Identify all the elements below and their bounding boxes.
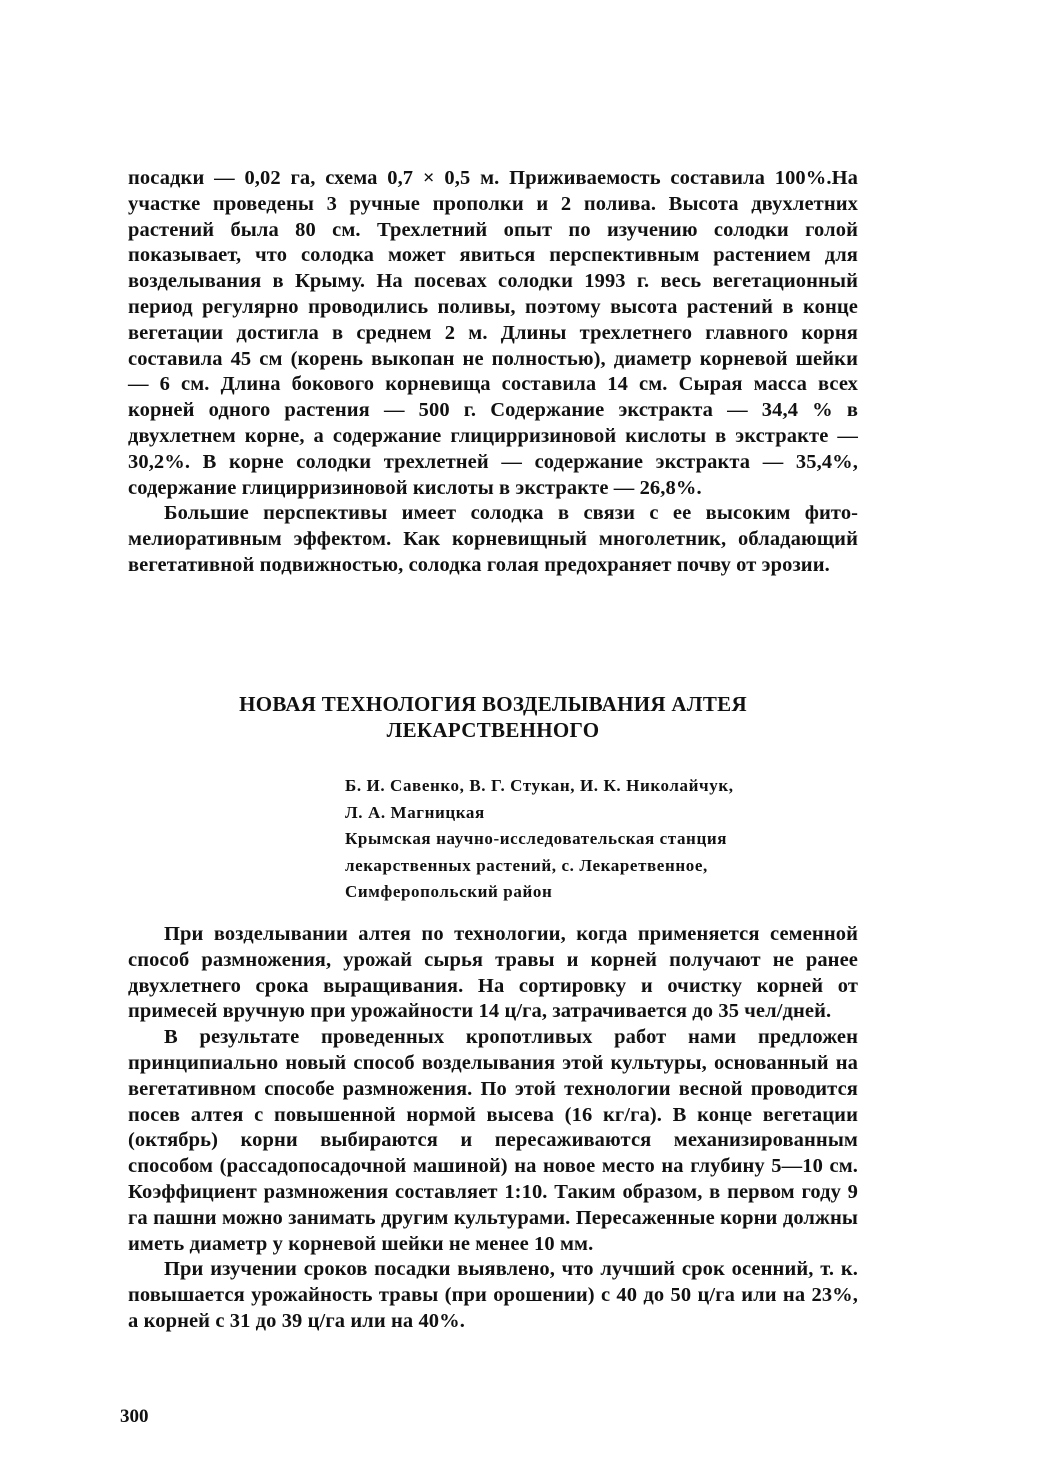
article-body <box>128 922 858 1335</box>
paragraph: При возделывании алтея по технологии, когда применяется семенной способ размножения, урожай сырья травы и корней получают не ранее двухлетнего срока выращивания. На сортировку и очистку корней от примесей вручную при урожайности 14 ц/га, затрачивается до 35 чел/дней. <box>128 923 858 1023</box>
paragraph: посадки — 0,02 га, схема 0,7 × 0,5 м. Приживаемость составила 100%.На участке проведены 3 ручные прополки и 2 полива. Высота двухлетних растений была 80 см. Трехлетний опыт по изучению солодки голой показывает, что солодка может явиться перспективным растением для возделывания в Крыму. На посевах солодки 1993 г. весь вегетационный период регулярно проводились поливы, поэтому высота растений в конце вегетации достигла в среднем 2 м. Длины трехлетнего главного корня составила 45 см (корень выкопан не полностью), диаметр корневой шейки — 6 см. Длина бокового корневища составила 14 см. Сырая масса всех корней одного растения — 500 г. Содержание экстракта — 34,4 % в двухлетнем корне, а содержание глицирризиновой кислоты в экстракте — 30,2%. В корне солодки трехлетней — содержание экстракта — 35,4%, содержание глицирризиновой кислоты в экстракте — 26,8%. <box>128 167 858 499</box>
authors-affiliation <box>345 773 845 906</box>
authors-line: Б. И. Савенко, В. Г. Стукан, И. К. Николайчук, <box>345 776 734 795</box>
article-title-line: ЛЕКАРСТВЕННОГО <box>386 718 600 742</box>
paragraph: При изучении сроков посадки выявлено, что лучший срок осенний, т. к. повышается урожайность травы (при орошении) с 40 до 50 ц/га или на 23%, а корней с 31 до 39 ц/га или на 40%. <box>128 1258 858 1332</box>
page-number: 300 <box>120 1406 149 1427</box>
article-title-line: НОВАЯ ТЕХНОЛОГИЯ ВОЗДЕЛЫВАНИЯ АЛТЕЯ <box>239 692 747 716</box>
affiliation-line: Симферопольский район <box>345 882 553 901</box>
paragraph: Большие перспективы имеет солодка в связи с ее высоким фитомелиоративным эффектом. Как корневищный многолетник, обладающий вегетативной подвижностью, солодка голая предохраняет почву от эрозии. <box>128 502 858 576</box>
authors-line: Л. А. Магницкая <box>345 802 485 822</box>
affiliation-line: лекарственных растений, с. Лекаретвенное, <box>345 855 708 875</box>
article-title <box>128 691 858 743</box>
affiliation-line: Крымская научно-исследовательская станция <box>345 829 728 848</box>
previous-article-continuation <box>128 166 858 579</box>
paragraph: В результате проведенных кропотливых работ нами предложен принципиально новый способ возделывания этой культуры, основанный на вегетативном способе размножения. По этой технологии весной проводится посев алтея с повышенной нормой высева (16 кг/га). В конце вегетации (октябрь) корни выбираются и пересаживаются механизированным способом (рассадопосадочной машиной) на новое место на глубину 5—10 см. Коэффициент размножения составляет 1:10. Таким образом, в первом году 9 га пашни можно занимать другим культурами. Пересаженные корни должны иметь диаметр у корневой шейки не менее 10 мм. <box>128 1026 858 1255</box>
